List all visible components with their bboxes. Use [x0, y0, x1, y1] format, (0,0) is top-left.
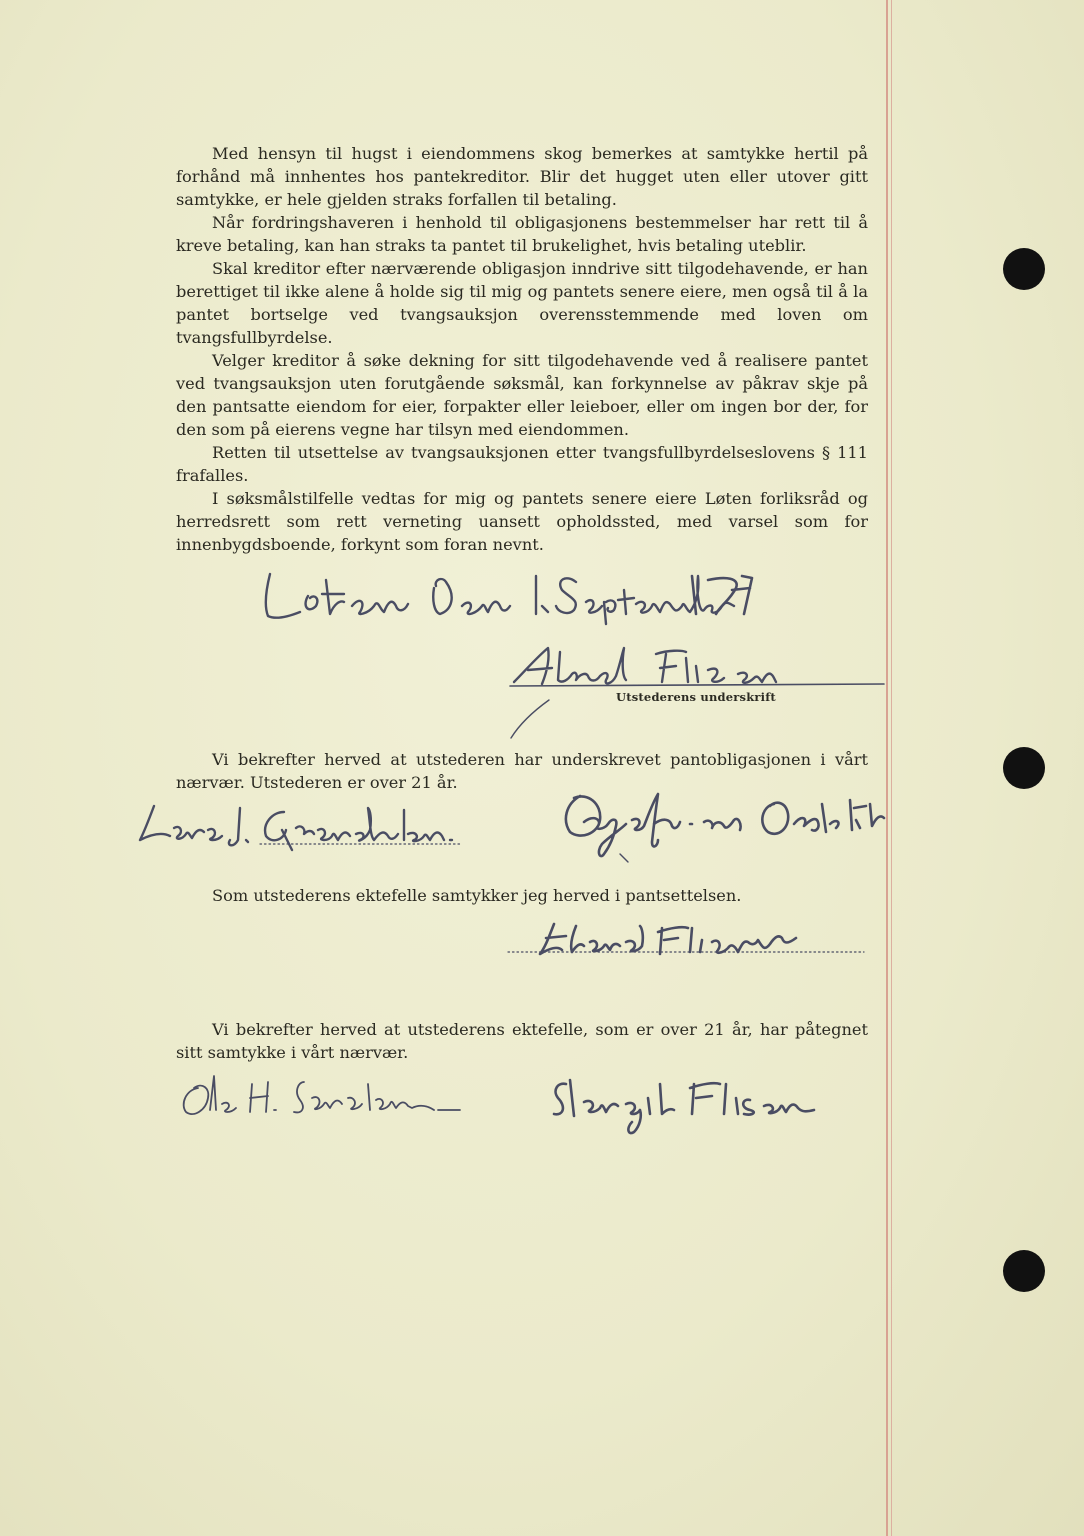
- spouse-witness-statement-text: Vi bekrefter herved at utstederens ektefelle, som er over 21 år, har påtegnet sitt samtykke i vårt nærvær.: [176, 1020, 868, 1062]
- terms-body: [176, 142, 868, 556]
- spouse-witness-statement: [176, 1018, 868, 1064]
- witness-signature-2: [554, 784, 888, 864]
- handwritten-place-date: [256, 566, 766, 626]
- margin-rule: [886, 0, 888, 1536]
- paragraph-postponement: Retten til utsettelse av tvangsauksjonen etter tvangsfullbyrdelseslovens § 111 frafalles.: [176, 443, 868, 485]
- punch-hole: [1003, 1250, 1045, 1292]
- margin-rule-inner: [891, 0, 892, 1536]
- witness-signature-1: [134, 800, 464, 852]
- paragraph-venue: I søksmålstilfelle vedtas for mig og pantets senere eiere Løten forliksråd og herredsrett som rett verneting uansett opholdssted, med varsel som for innenbygdsboende, forkynt som foran nevnt.: [176, 489, 868, 554]
- spouse-witness-signature-2: [544, 1072, 834, 1138]
- paragraph-payment: Når fordringshaveren i henhold til obligasjonens bestemmelser har rett til å kreve betaling, kan han straks ta pantet til brukelighet, hvis betaling uteblir.: [176, 213, 868, 255]
- paragraph-auction-notice: Velger kreditor å søke dekning for sitt tilgodehavende ved å realisere pantet ved tvangsauksjon uten forutgående søksmål, kan forkynnelse av påkrav skje på den pantsatte eiendom for eier, forpakter eller leieboer, eller om ingen bor der, for den som på eierens vegne har tilsyn med eiendommen.: [176, 351, 868, 439]
- spouse-consent: [176, 884, 868, 907]
- spouse-witness-signature-1: [176, 1070, 470, 1122]
- spouse-signature: [506, 916, 866, 958]
- punch-hole: [1003, 248, 1045, 290]
- pen-stroke-mark: [505, 696, 555, 742]
- issuer-signature: [506, 640, 890, 696]
- spouse-consent-text: Som utstederens ektefelle samtykker jeg herved i pantsettelsen.: [212, 886, 742, 905]
- issuer-signature-caption: Utstederens underskrift: [616, 690, 776, 704]
- paragraph-logging: Med hensyn til hugst i eiendommens skog bemerkes at samtykke hertil på forhånd må innhentes hos pantekreditor. Blir det hugget uten eller utover gitt samtykke, er hele gjelden straks forfallen til betaling.: [176, 144, 868, 209]
- witness-statement-text: Vi bekrefter herved at utstederen har underskrevet pantobligasjonen i vårt nærvær. Utstederen er over 21 år.: [176, 750, 868, 792]
- punch-hole: [1003, 747, 1045, 789]
- paragraph-collection: Skal kreditor efter nærværende obligasjon inndrive sitt tilgodehavende, er han berettiget til ikke alene å holde sig til mig og pantets senere eiere, men også til å la pantet bortselge ved tvangsauksjon overensstemmende med loven om tvangsfullbyrdelse.: [176, 259, 868, 347]
